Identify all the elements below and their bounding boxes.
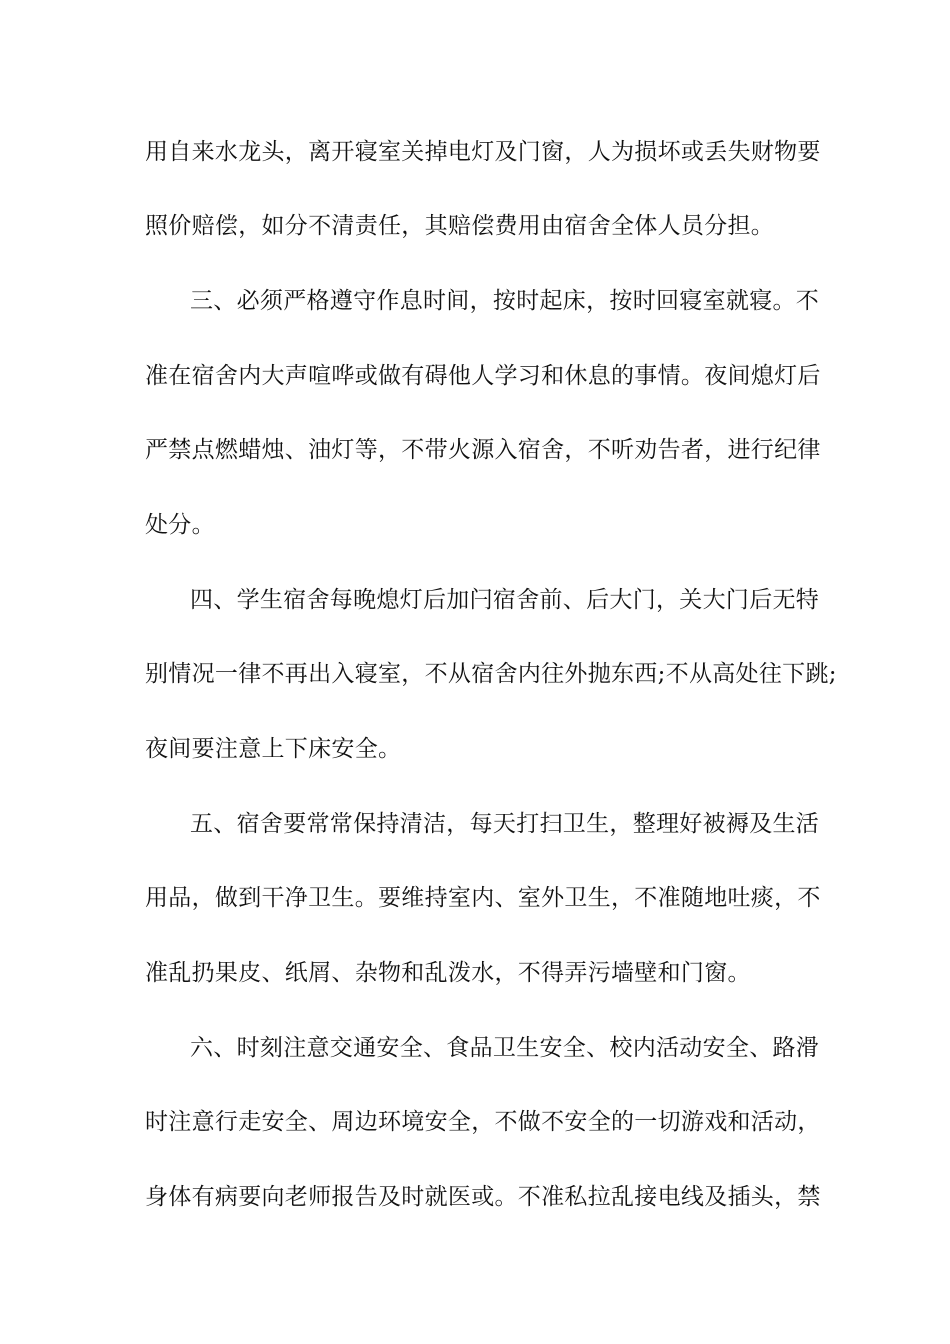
body-text-line: 别情况一律不再出入寝室，不从宿舍内往外抛东西;不从高处往下跳; [145,661,837,687]
body-text-line: 处分。 [145,512,215,538]
body-text-line: 照价赔偿，如分不清责任，其赔偿费用由宿舍全体人员分担。 [145,213,775,239]
body-text-line: 用自来水龙头，离开寝室关掉电灯及门窗，人为损坏或丢失财物要 [145,139,821,165]
body-text-line: 用品，做到干净卫生。要维持室内、室外卫生，不准随地吐痰，不 [145,885,821,911]
paragraph-six-start: 六、时刻注意交通安全、食品卫生安全、校内活动安全、路滑 [190,1035,820,1061]
paragraph-four-start: 四、学生宿舍每晚熄灯后加闩宿舍前、后大门，关大门后无特 [190,587,820,613]
body-text-line: 夜间要注意上下床安全。 [145,736,402,762]
body-text-line: 准乱扔果皮、纸屑、杂物和乱泼水，不得弄污墙壁和门窗。 [145,960,751,986]
paragraph-three-start: 三、必须严格遵守作息时间，按时起床，按时回寝室就寝。不 [190,288,820,314]
body-text-line: 时注意行走安全、周边环境安全，不做不安全的一切游戏和活动， [145,1109,821,1135]
body-text-line: 身体有病要向老师报告及时就医或。不准私拉乱接电线及插头，禁 [145,1184,821,1210]
paragraph-five-start: 五、宿舍要常常保持清洁，每天打扫卫生，整理好被褥及生活 [190,811,820,837]
body-text-line: 准在宿舍内大声喧哗或做有碍他人学习和休息的事情。夜间熄灯后 [145,363,821,389]
body-text-line: 严禁点燃蜡烛、油灯等，不带火源入宿舍，不听劝告者，进行纪律 [145,437,821,463]
